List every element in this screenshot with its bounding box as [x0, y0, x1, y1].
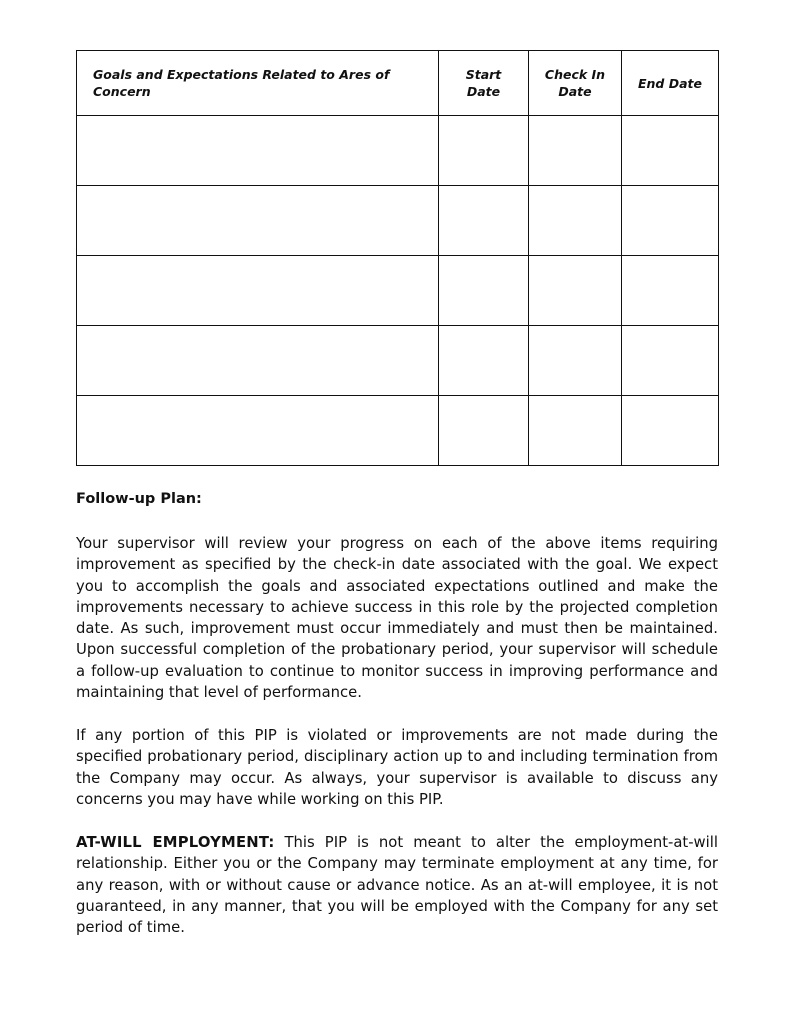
end-date-cell[interactable]: [622, 326, 719, 396]
table-row: [77, 326, 719, 396]
goal-cell[interactable]: [77, 256, 439, 326]
at-will-text: This PIP is not meant to alter the employment-at-will relationship. Either you or the Company may terminate employment at any time, for any reason, with or without cause or advance notice. As an at-will employee, it is not guaranteed, in any manner, that you will be employed with the Company for any set period of time.: [76, 834, 718, 937]
followup-heading: Follow-up Plan:: [76, 491, 202, 507]
end-date-cell[interactable]: [622, 396, 719, 466]
followup-paragraph-2: If any portion of this PIP is violated or improvements are not made during the specified probationary period, disciplinary action up to and including termination from the Company may occur. As always, your supervisor is available to discuss any concerns you may have while working on this PIP.: [76, 727, 718, 808]
end-date-cell[interactable]: [622, 186, 719, 256]
goal-cell[interactable]: [77, 396, 439, 466]
end-date-cell[interactable]: [622, 116, 719, 186]
goal-cell[interactable]: [77, 186, 439, 256]
start-date-cell[interactable]: [439, 396, 529, 466]
followup-paragraph-1: Your supervisor will review your progress on each of the above items requiring improvement as specified by the check-in date associated with the goal. We expect you to accomplish the goals and associated expectations outlined and make the improvements necessary to achieve success in this role by the projected completion date. As such, improvement must occur immediately and must then be maintained. Upon successful completion of the probationary period, your supervisor will schedule a follow-up evaluation to continue to monitor success in improving performance and maintaining that level of performance.: [76, 535, 718, 702]
start-date-cell[interactable]: [439, 186, 529, 256]
check-in-date-cell[interactable]: [529, 326, 622, 396]
table-body: [77, 116, 719, 466]
header-start-date: [439, 51, 529, 116]
table-row: [77, 116, 719, 186]
at-will-paragraph: [76, 832, 718, 938]
table-header-row: [77, 51, 719, 116]
check-in-date-cell[interactable]: [529, 396, 622, 466]
goal-cell[interactable]: [77, 326, 439, 396]
header-start-line1: Start: [465, 67, 502, 82]
header-start-line2: Date: [466, 84, 501, 99]
header-end-date: End Date: [622, 51, 719, 116]
table-row: [77, 396, 719, 466]
check-in-date-cell[interactable]: [529, 186, 622, 256]
end-date-cell[interactable]: [622, 256, 719, 326]
header-checkin-line2: Date: [558, 84, 592, 99]
goals-table: [76, 50, 719, 466]
check-in-date-cell[interactable]: [529, 256, 622, 326]
start-date-cell[interactable]: [439, 256, 529, 326]
goal-cell[interactable]: [77, 116, 439, 186]
header-check-in-date: [529, 51, 622, 116]
table-row: [77, 186, 719, 256]
check-in-date-cell[interactable]: [529, 116, 622, 186]
table-row: [77, 256, 719, 326]
at-will-label: AT-WILL EMPLOYMENT:: [76, 834, 275, 851]
header-goals: Goals and Expectations Related to Ares of Concern: [77, 51, 439, 116]
start-date-cell[interactable]: [439, 326, 529, 396]
header-checkin-line1: Check In: [544, 67, 606, 82]
start-date-cell[interactable]: [439, 116, 529, 186]
